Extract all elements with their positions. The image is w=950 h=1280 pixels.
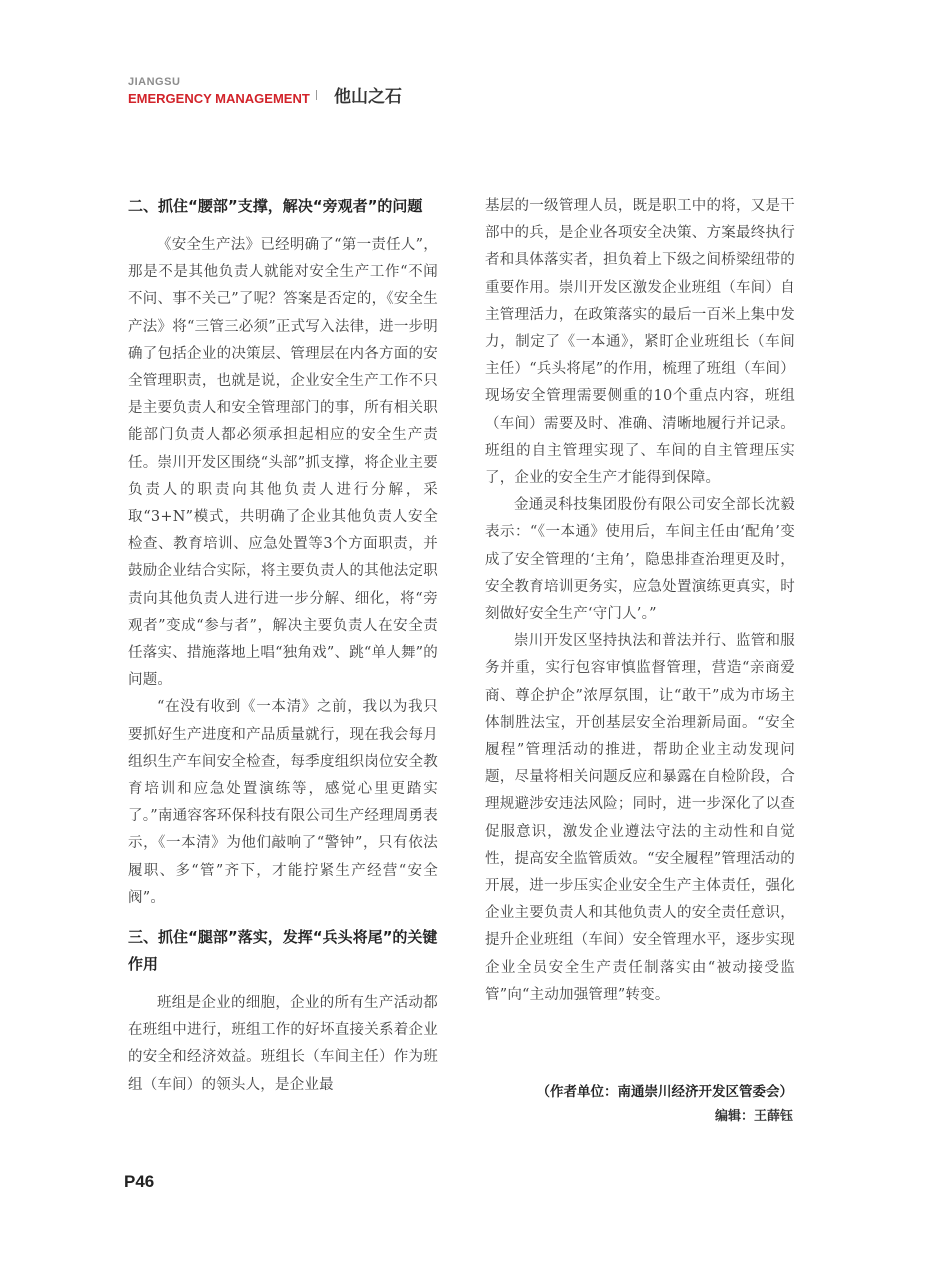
brand-main: EMERGENCY MANAGEMENT (128, 91, 310, 106)
section-name: 他山之石 (334, 87, 402, 107)
section-heading-3: 三、抓住“腿部”落实，发挥“兵头将尾”的关键作用 (128, 928, 438, 974)
section-heading-2: 二、抓住“腰部”支撑，解决“旁观者”的问题 (128, 197, 423, 215)
page-number: P46 (124, 1172, 155, 1191)
paragraph: 班组是企业的细胞，企业的所有生产活动都在班组中进行，班组工作的好坏直接关系着企业的安全和经济效益。班组长（车间主任）作为班组（车间）的领头人，是企业最 (128, 995, 438, 1093)
brand-divider (316, 90, 317, 100)
paragraph: 《安全生产法》已经明确了“第一责任人”，那是不是其他负责人就能对安全生产工作“不闻不问、事不关己”了呢？答案是否定的，《安全生产法》将“三管三必须”正式写入法律，进一步明确了包括企业的决策层、管理层在内各方面的安全管理职责，也就是说，企业安全生产工作不只是主要负责人和安全管理部门的事，所有相关职能部门负责人都必须承担起相应的安全生产责任。崇川开发区围绕“头部”抓支撑，将企业主要负责人的职责向其他负责人进行分解，采取“3+N”模式，共明确了企业其他负责人安全检查、教育培训、应急处置等3个方面职责，并鼓励企业结合实际，将主要负责人的其他法定职责向其他负责人进行进一步分解、细化，将“旁观者”变成“参与者”，解决主要负责人在安全责任落实、措施落地上唱“独角戏”、跳“单人舞”的问题。 (128, 237, 438, 689)
left-column (128, 193, 438, 1099)
paragraph-continued: 基层的一级管理人员，既是职工中的将，又是干部中的兵，是企业各项安全决策、方案最终执行者和具体落实者，担负着上下级之间桥梁纽带的重要作用。崇川开发区激发企业班组（车间）自主管理活力，在政策落实的最后一百米上集中发力，制定了《一本通》，紧盯企业班组长（车间主任）“兵头将尾”的作用，梳理了班组（车间）现场安全管理需要侧重的10个重点内容，班组（车间）需要及时、准确、清晰地履行并记录。班组的自主管理实现了、车间的自主管理压实了，企业的安全生产才能得到保障。 (485, 198, 795, 487)
byline (537, 1080, 794, 1130)
right-column (485, 193, 795, 1009)
paragraph: “在没有收到《一本清》之前，我以为我只要抓好生产进度和产品质量就行，现在我会每月组织生产车间安全检查，每季度组织岗位安全教育培训和应急处置演练等，感觉心里更踏实了。”南通容客环保科技有限公司生产经理周勇表示，《一本清》为他们敲响了“警钟”，只有依法履职、多“管”齐下，才能拧紧生产经营“安全阀”。 (128, 699, 438, 906)
paragraph: 金通灵科技集团股份有限公司安全部长沈毅表示：“《一本通》使用后，车间主任由‘配角’变成了安全管理的‘主角’，隐患排查治理更及时，安全教育培训更务实，应急处置演练更真实，时刻做好安全生产‘守门人’。” (485, 497, 795, 623)
brand-top: JIANGSU (128, 76, 181, 88)
author-unit: （作者单位：南通崇川经济开发区管委会） (536, 1084, 793, 1100)
editor: 编辑：王薛钰 (714, 1109, 793, 1124)
masthead (128, 76, 402, 107)
paragraph: 崇川开发区坚持执法和普法并行、监管和服务并重，实行包容审慎监督管理，营造“亲商爱商、尊企护企”浓厚氛围，让“敢干”成为市场主体制胜法宝，开创基层安全治理新局面。“安全履程”管理活动的推进，帮助企业主动发现问题，尽量将相关问题反应和暴露在自检阶段，合理规避涉安违法风险；同时，进一步深化了以查促服意识，激发企业遵法守法的主动性和自觉性，提高安全监管质效。“安全履程”管理活动的开展，进一步压实企业安全生产主体责任，强化企业主要负责人和其他负责人的安全责任意识，提升企业班组（车间）安全管理水平，逐步实现企业全员安全生产责任制落实由“被动接受监管”向“主动加强管理”转变。 (485, 633, 795, 1003)
